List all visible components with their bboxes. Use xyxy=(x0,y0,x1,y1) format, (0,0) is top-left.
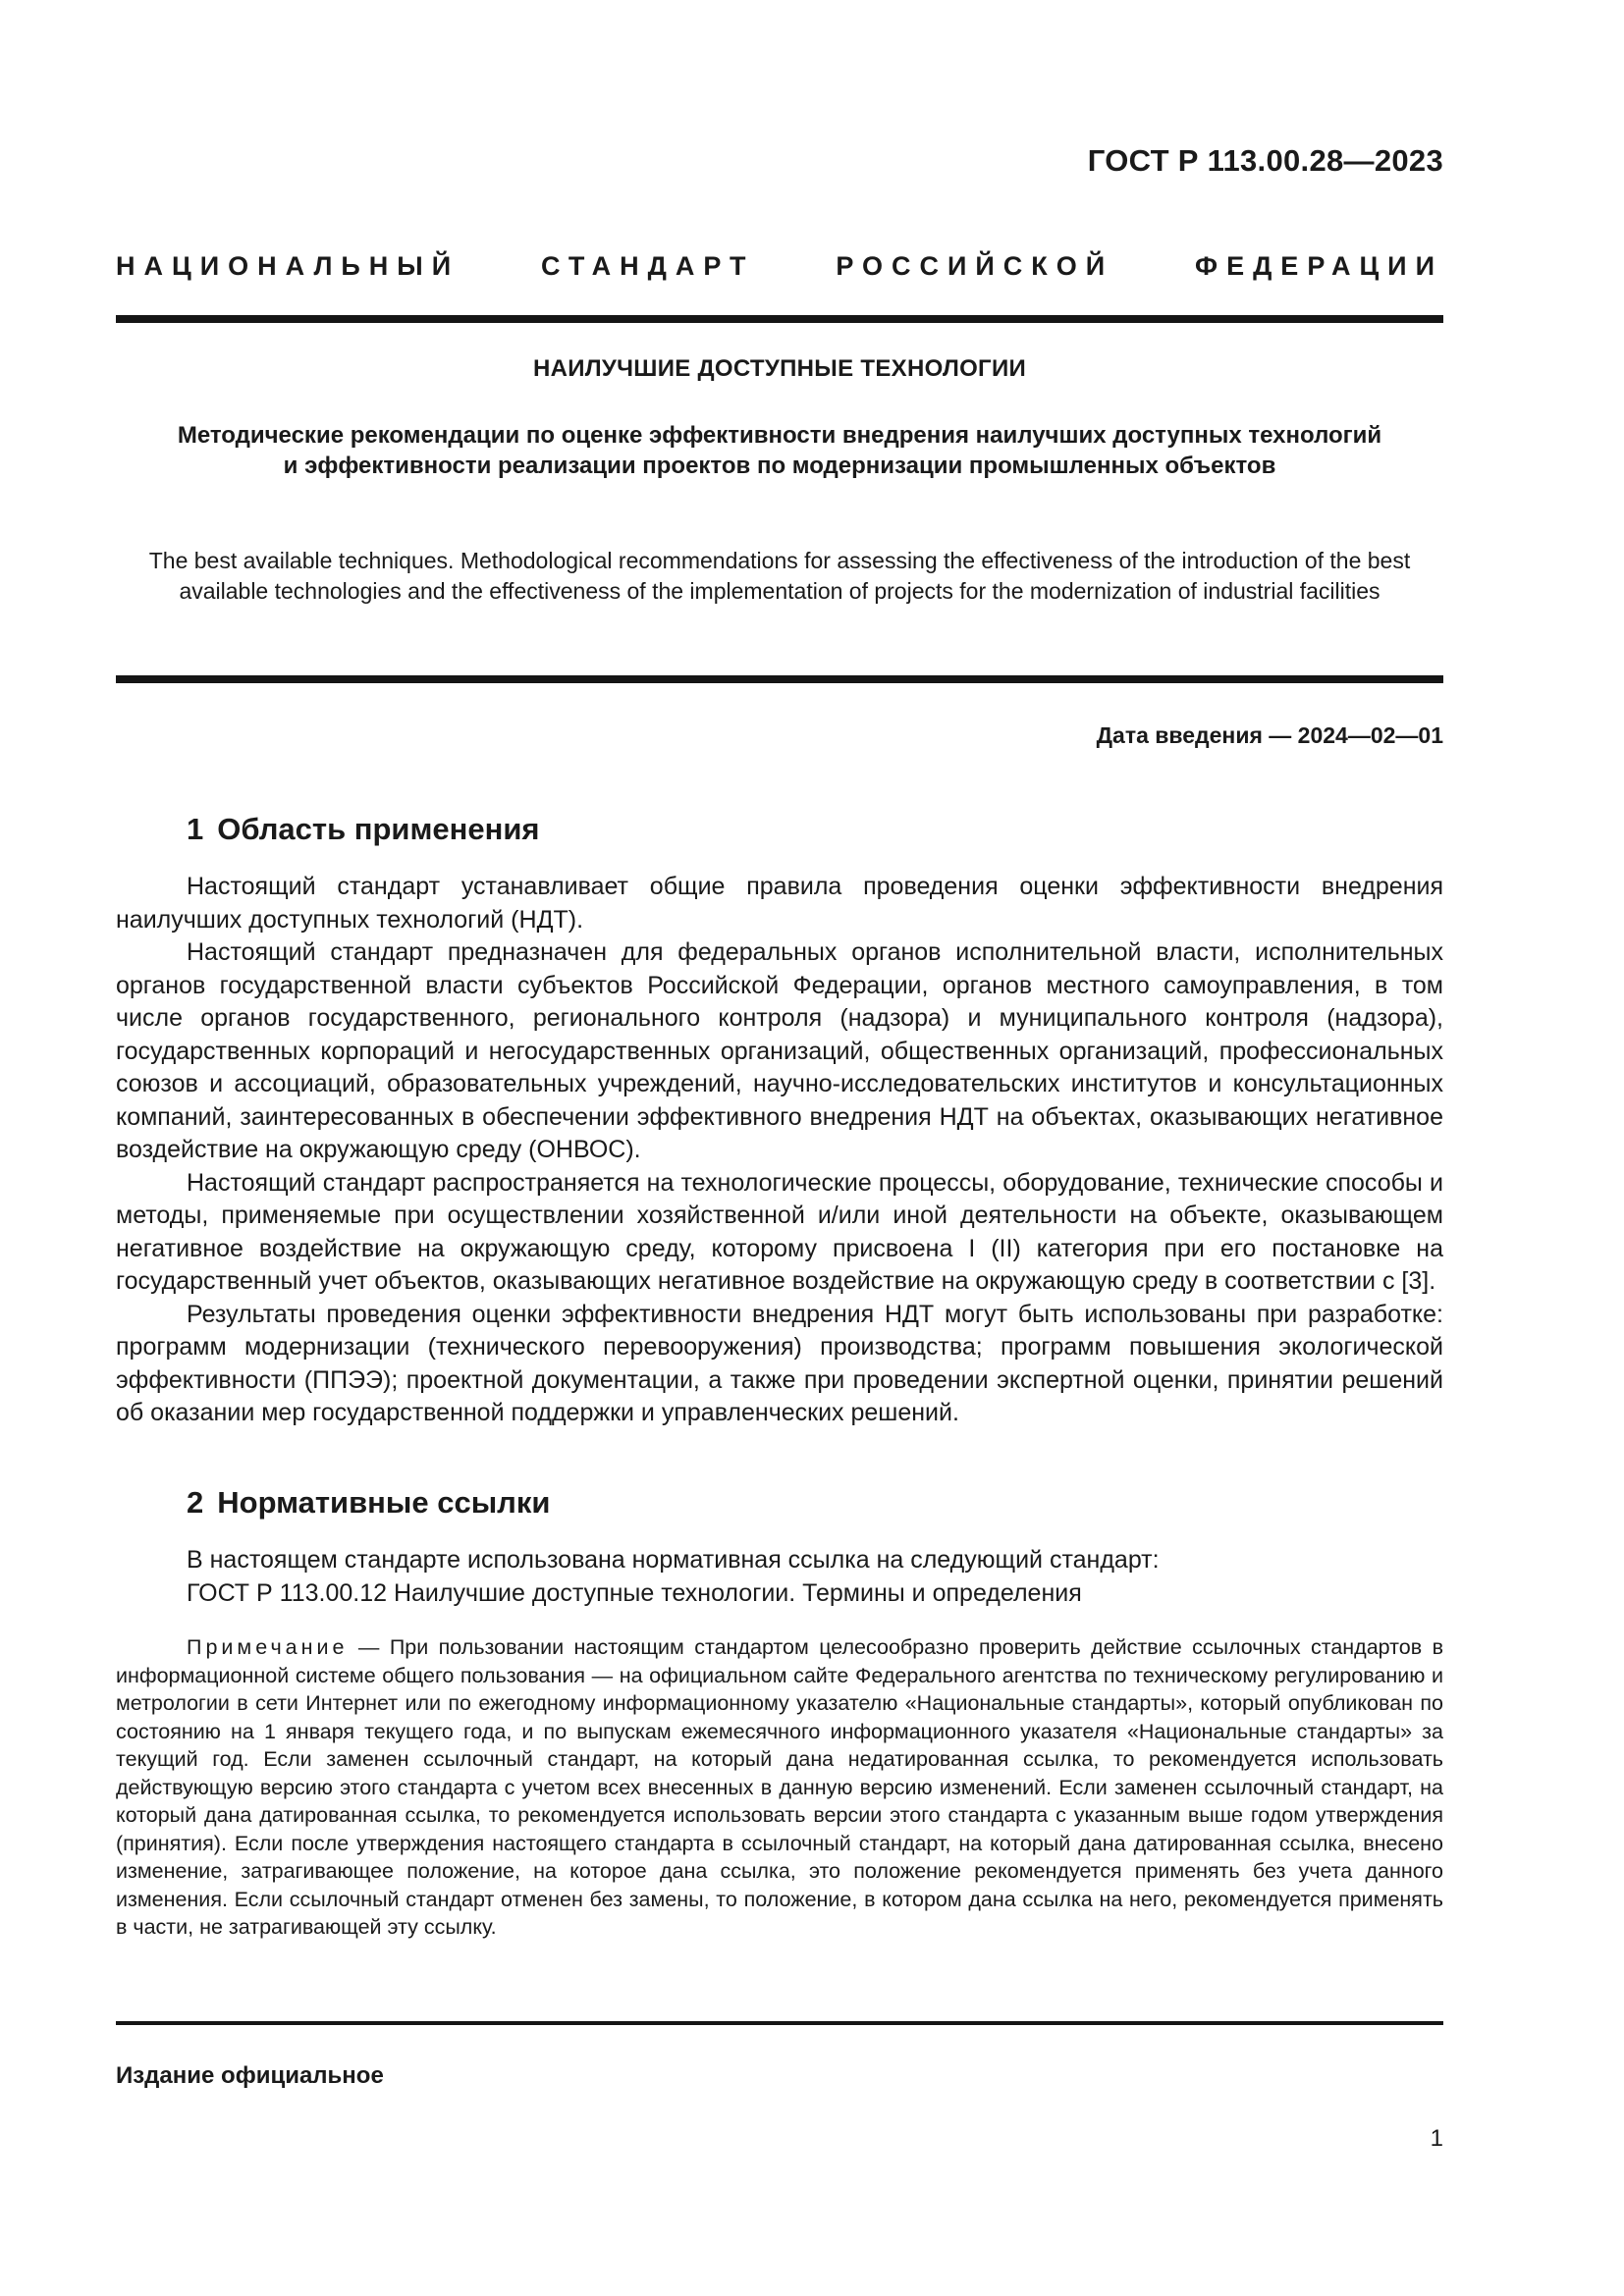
section-2-title: Нормативные ссылки xyxy=(217,1485,551,1520)
section-1-number: 1 xyxy=(187,812,204,846)
official-edition-label: Издание официальное xyxy=(116,2062,384,2089)
title-divider xyxy=(116,675,1443,683)
note-label: Примечание xyxy=(187,1635,349,1659)
section-2-body xyxy=(116,1544,1443,1610)
paragraph: Результаты проведения оценки эффективности внедрения НДТ могут быть использованы при разработке: программ модернизации (технического перевооружения) производства; программ повышения экологической эффективности (ППЭЭ); проектной документации, а также при проведении экспертной оценки, принятии решений об оказании мер государственной поддержки и управленческих решений. xyxy=(116,1300,1443,1426)
references-lead: В настоящем стандарте использована нормативная ссылка на следующий стандарт: xyxy=(187,1546,1160,1574)
paragraph: Настоящий стандарт предназначен для федеральных органов исполнительной власти, исполнительных органов государственной власти субъектов Российской Федерации, органов местного самоуправления, в том числе органов государственного, регионального контроля (надзора) и муниципального контроля (надзора), государственных корпораций и негосударственных организаций, общественных организаций, профессиональных союзов и ассоциаций, образовательных учреждений, научно-исследовательских институтов и консультационных компаний, заинтересованных в обеспечении эффективного внедрения НДТ на объектах, оказывающих негативное воздействие на окружающую среду (ОНВОС). xyxy=(116,938,1443,1163)
section-2-heading xyxy=(187,1485,550,1521)
document-page xyxy=(116,0,1443,2296)
section-1-title: Область применения xyxy=(217,812,540,846)
section-1-heading xyxy=(187,812,540,847)
introduction-date: Дата введения — 2024—02—01 xyxy=(1096,722,1443,748)
section-2-number: 2 xyxy=(187,1485,204,1520)
national-standard-title: НАЦИОНАЛЬНЫЙ СТАНДАРТ РОССИЙСКОЙ ФЕДЕРАЦИИ xyxy=(116,251,1443,281)
top-divider xyxy=(116,315,1443,323)
note-paragraph xyxy=(116,1633,1443,1942)
english-title: The best available techniques. Methodological recommendations for assessing the effectiveness of the introduction of the best available technologies and the effectiveness of the implementation of projects for the modernization of industrial facilities xyxy=(148,548,1411,604)
section-1-body xyxy=(116,871,1443,1430)
reference-item: ГОСТ Р 113.00.12 Наилучшие доступные технологии. Термины и определения xyxy=(187,1578,1082,1607)
note-text: — При пользовании настоящим стандартом целесообразно проверить действие ссылочных стандартов в информационной системе общего пользования — на официальном сайте Федерального агентства по техническому регулированию и метрологии в сети Интернет или по ежегодному информационному указателю «Национальные стандарты», который опубликован по состоянию на 1 января текущего года, и по выпускам ежемесячного информационного указателя «Национальные стандарты» за текущий год. Если заменен ссылочный стандарт, на который дана недатированная ссылка, то рекомендуется использовать действующую версию этого стандарта с учетом всех внесенных в данную версию изменений. Если заменен ссылочный стандарт, на который дана датированная ссылка, то рекомендуется использовать версии этого стандарта с указанным выше годом утверждения (принятия). Если после утверждения настоящего стандарта в ссылочный стандарт, на который дана датированная ссылка, внесено изменение, затрагивающее положение, на которое дана ссылка, это положение рекомендуется применять без учета данного изменения. Если ссылочный стандарт отменен без замены, то положение, в котором дана ссылка на него, рекомендуется применять в части, не затрагивающей эту ссылку. xyxy=(116,1635,1444,1939)
document-number: ГОСТ Р 113.00.28—2023 xyxy=(1087,143,1443,178)
note-block xyxy=(116,1633,1443,1942)
paragraph: Настоящий стандарт распространяется на технологические процессы, оборудование, технические способы и методы, применяемые при осуществлении хозяйственной и/или иной деятельности на объекте, оказывающем негативное воздействие на окружающую среду, которому присвоена I (II) категория при его постановке на государственный учет объектов, оказывающих негативное воздействие на окружающую среду в соответствии с [3]. xyxy=(116,1168,1443,1295)
main-title: НАИЛУЧШИЕ ДОСТУПНЫЕ ТЕХНОЛОГИИ xyxy=(532,355,1027,382)
subtitle: Методические рекомендации по оценке эффективности внедрения наилучших доступных технологий и эффективности реализации проектов по модернизации промышленных объектов xyxy=(177,422,1382,479)
paragraph: Настоящий стандарт устанавливает общие правила проведения оценки эффективности внедрения наилучших доступных технологий (НДТ). xyxy=(116,873,1443,934)
page-number: 1 xyxy=(1430,2125,1443,2152)
footer-divider xyxy=(116,2021,1443,2025)
